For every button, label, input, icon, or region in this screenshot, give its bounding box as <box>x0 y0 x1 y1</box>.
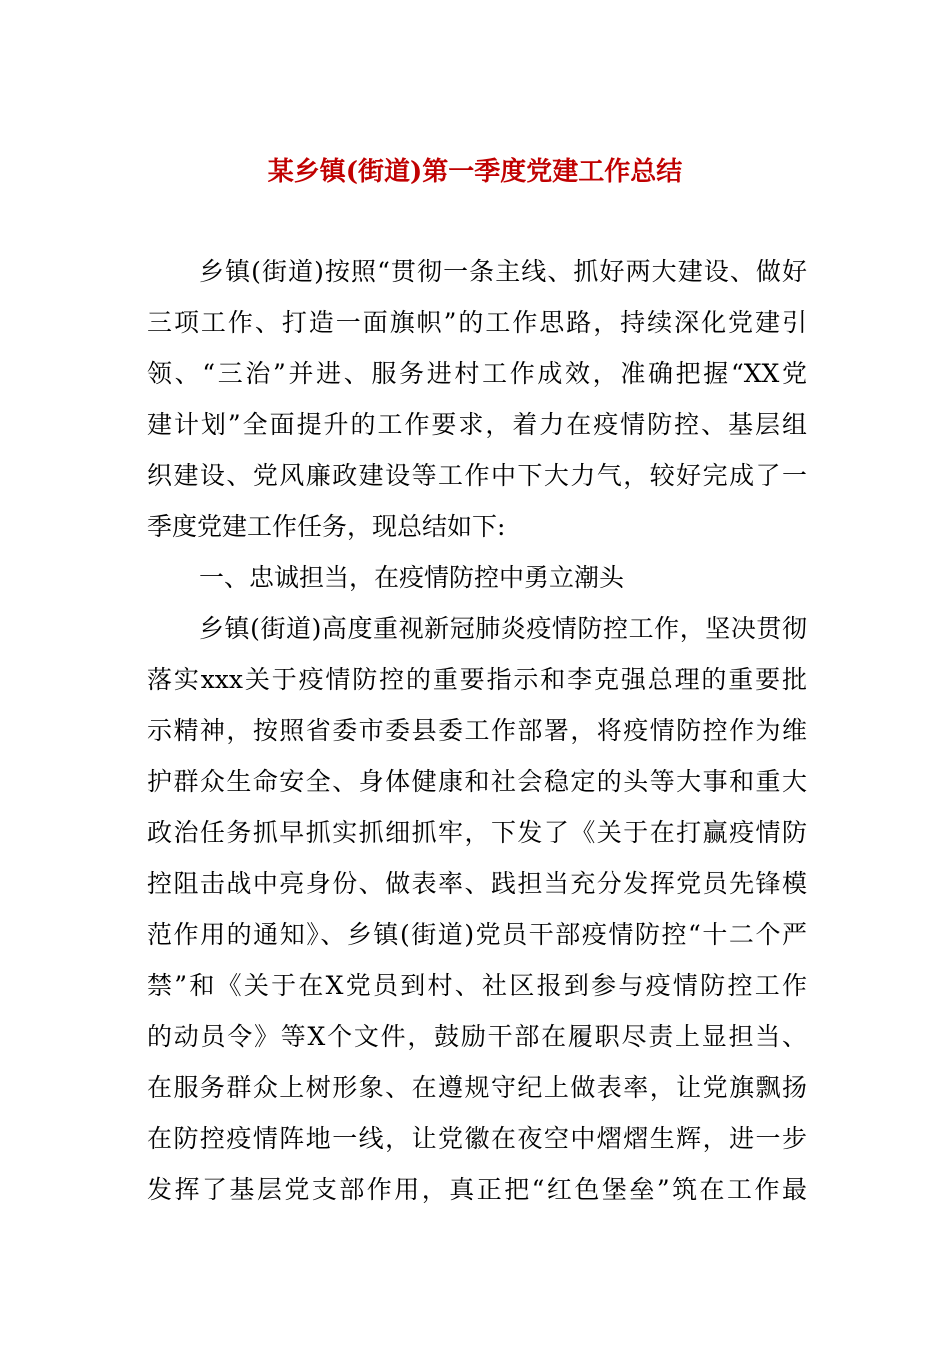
document-body <box>147 246 807 1215</box>
paragraph-line: 在服务群众上树形象、在遵规守纪上做表率，让党旗飘扬 <box>147 1073 807 1102</box>
paragraph-line: 建计划”全面提升的工作要求，着力在疫情防控、基层组 <box>147 410 807 439</box>
paragraph-line: 护群众生命安全、身体健康和社会稳定的头等大事和重大 <box>147 767 807 796</box>
paragraph-line: 控阻击战中亮身份、做表率、践担当充分发挥党员先锋模 <box>147 869 807 898</box>
paragraph-line: 领、“三治”并进、服务进村工作成效，准确把握“XX党 <box>147 359 807 388</box>
paragraph-line: 禁”和《关于在X党员到村、社区报到参与疫情防控工作 <box>147 971 807 1000</box>
section-heading: 一、忠诚担当，在疫情防控中勇立潮头 <box>199 563 625 592</box>
paragraph-line: 范作用的通知》、乡镇(街道)党员干部疫情防控“十二个严 <box>147 920 807 949</box>
paragraph-line: 落实xxx关于疫情防控的重要指示和李克强总理的重要批 <box>147 665 807 694</box>
paragraph-line: 发挥了基层党支部作用，真正把“红色堡垒”筑在工作最 <box>147 1175 807 1204</box>
paragraph-line: 三项工作、打造一面旗帜”的工作思路，持续深化党建引 <box>147 308 807 337</box>
paragraph-line: 示精神，按照省委市委县委工作部署，将疫情防控作为维 <box>147 716 807 745</box>
paragraph-line: 乡镇(街道)高度重视新冠肺炎疫情防控工作，坚决贯彻 <box>199 614 807 643</box>
paragraph-line: 在防控疫情阵地一线，让党徽在夜空中熠熠生辉，进一步 <box>147 1124 807 1153</box>
paragraph-line: 乡镇(街道)按照“贯彻一条主线、抓好两大建设、做好 <box>199 257 807 286</box>
paragraph-line: 政治任务抓早抓实抓细抓牢，下发了《关于在打赢疫情防 <box>147 818 807 847</box>
paragraph-line: 织建设、党风廉政建设等工作中下大力气，较好完成了一 <box>147 461 807 490</box>
paragraph-line: 的动员令》等X个文件，鼓励干部在履职尽责上显担当、 <box>147 1022 807 1051</box>
document-title: 某乡镇(街道)第一季度党建工作总结 <box>267 157 683 187</box>
paragraph-line: 季度党建工作任务，现总结如下: <box>147 512 506 541</box>
